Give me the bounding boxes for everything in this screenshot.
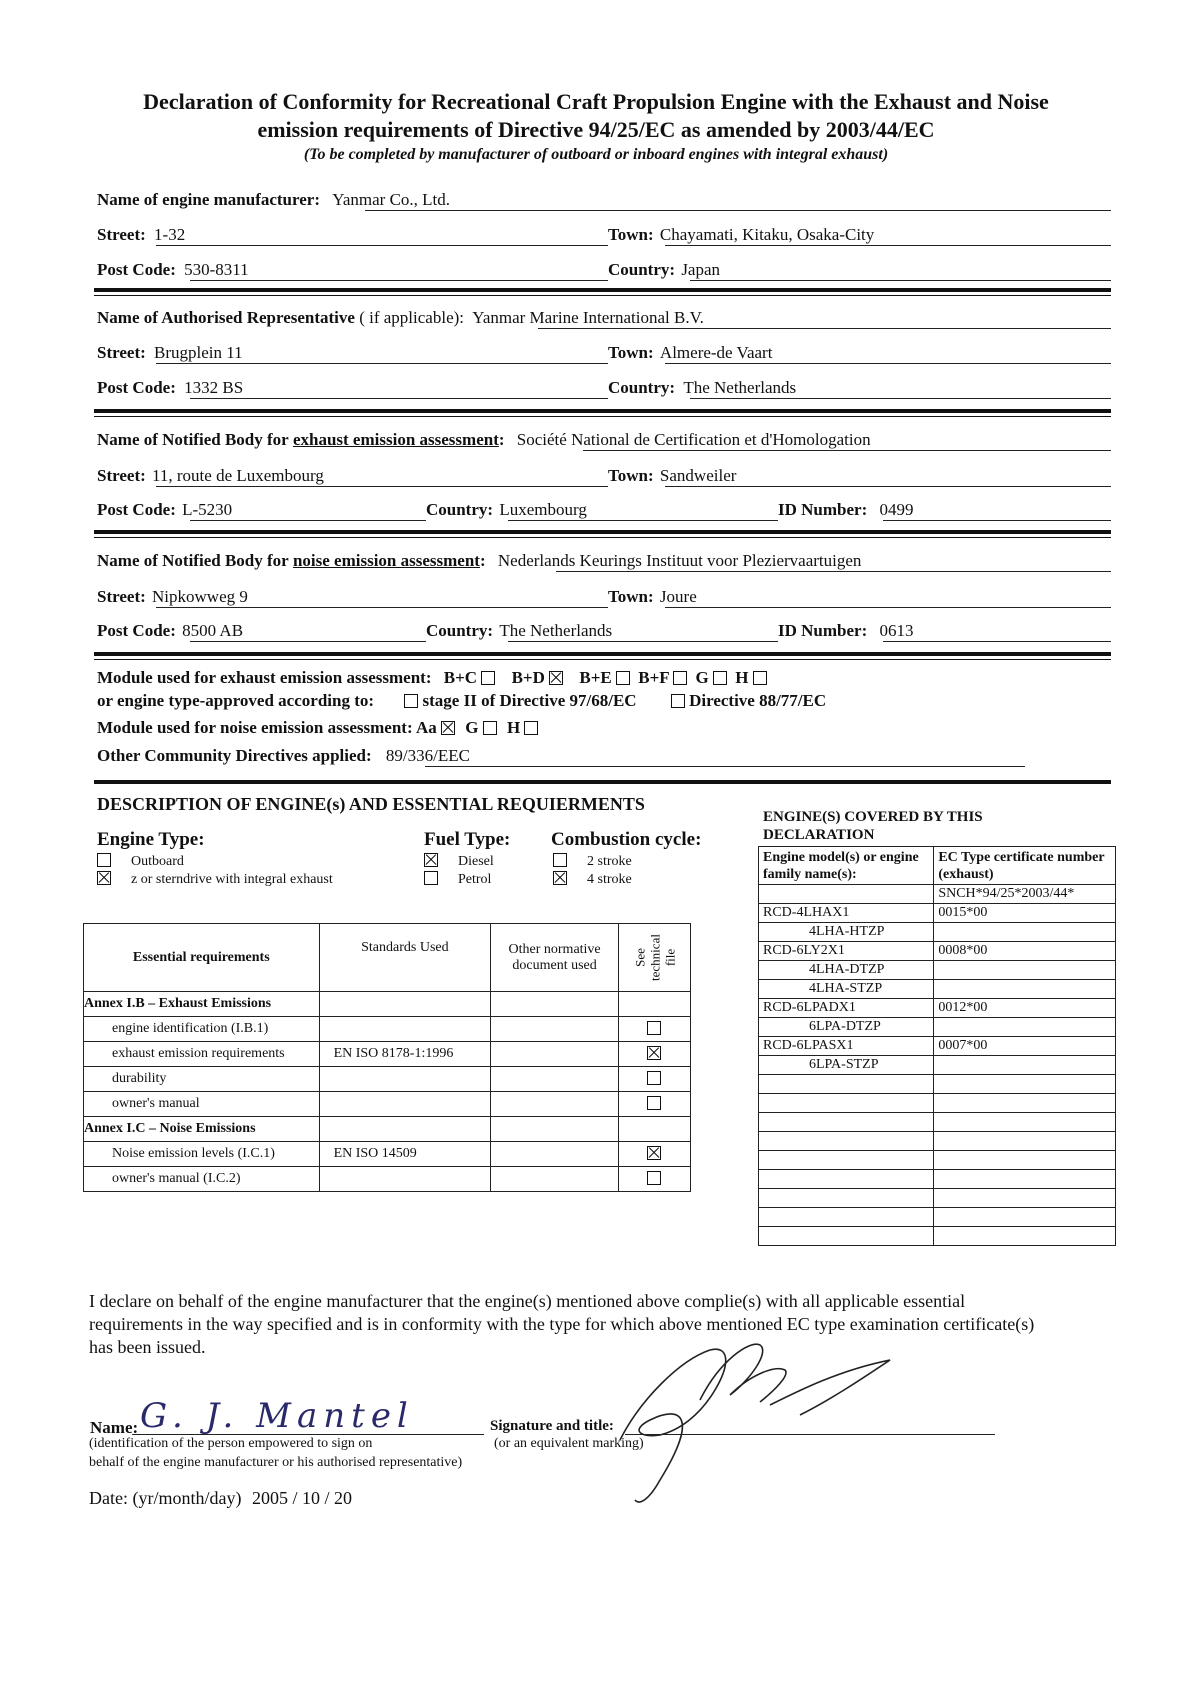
representative-postcode-value: 1332 BS (184, 378, 244, 397)
exhaust-module-row (97, 668, 767, 688)
requirements-header-row (84, 924, 691, 992)
exhaust-body-street-row (97, 466, 324, 486)
section-divider (94, 780, 1111, 784)
cert-prefix-row (759, 885, 1116, 904)
exhaust-option-bd-checkbox[interactable] (549, 671, 563, 685)
exhaust-option-bc-label: B+C (443, 668, 478, 687)
requirement-item: Noise emission levels (I.C.1) (84, 1142, 320, 1167)
manufacturer-name-value: Yanmar Co., Ltd. (332, 190, 451, 209)
manufacturer-town-value: Chayamati, Kitaku, Osaka-City (659, 225, 875, 244)
table-row (759, 904, 1116, 923)
other-directives-row (97, 746, 470, 766)
table-row (759, 942, 1116, 961)
handwritten-name: G. J. Mantel (140, 1396, 414, 1436)
exhaust-body-name-row (97, 430, 871, 450)
engine-type-sterndrive-label: z or sterndrive with integral exhaust (131, 872, 333, 887)
exhaust-body-country-row (426, 500, 587, 520)
exhaust-option-bf[interactable] (638, 668, 687, 687)
engine-type-outboard[interactable] (97, 853, 184, 870)
table-row (759, 1132, 1116, 1151)
combustion-4stroke-label: 4 stroke (587, 872, 632, 887)
fuel-type-petrol-checkbox[interactable] (424, 871, 438, 885)
exhaust-option-bc[interactable] (444, 668, 496, 687)
exhaust-option-h[interactable] (735, 668, 766, 687)
engine-cert (934, 1056, 1116, 1075)
requirement-standard (319, 1092, 491, 1117)
requirement-standard (319, 1167, 491, 1192)
manufacturer-town-label: Town: (608, 225, 654, 244)
exhaust-body-label-colon: : (498, 430, 505, 449)
table-row (84, 1092, 691, 1117)
exhaust-option-bd-label: B+D (511, 668, 545, 687)
exhaust-body-id-row (778, 500, 914, 520)
engine-cert: 0007*00 (934, 1037, 1116, 1056)
manufacturer-postcode-value: 530-8311 (184, 260, 249, 279)
representative-postcode-label: Post Code: (97, 378, 176, 397)
noise-body-street-value: Nipkowweg 9 (152, 587, 248, 606)
requirement-checkbox[interactable] (647, 1071, 661, 1085)
table-row (759, 1170, 1116, 1189)
col-essential-requirements: Essential requirements (84, 924, 320, 992)
exhaust-body-town-value: Sandweiler (659, 466, 737, 485)
engine-model: 4LHA-STZP (759, 980, 934, 999)
engine-model: 4LHA-DTZP (759, 961, 934, 980)
combustion-2stroke-checkbox[interactable] (553, 853, 567, 867)
requirement-standard (319, 1017, 491, 1042)
table-row (84, 1017, 691, 1042)
page-subtitle: (To be completed by manufacturer of outboard or inboard engines with integral exhaust) (303, 146, 889, 163)
engine-type-sterndrive[interactable] (97, 871, 333, 888)
manufacturer-country-value: Japan (681, 260, 721, 279)
exhaust-option-g-label: G (695, 668, 709, 687)
name-note-line1: (identification of the person empowered to sign on (89, 1436, 373, 1451)
exhaust-body-street-value: 11, route de Luxembourg (152, 466, 324, 485)
engine-type-label: Engine Type: (97, 829, 205, 850)
col-ec-certificate: EC Type certificate number (exhaust) (934, 847, 1116, 885)
date-row (89, 1488, 352, 1509)
noise-body-postcode-value: 8500 AB (182, 621, 244, 640)
exhaust-body-town-label: Town: (608, 466, 654, 485)
noise-body-country-value: The Netherlands (499, 621, 613, 640)
declaration-text: I declare on behalf of the engine manufacturer that the engine(s) mentioned above complie(s) with all applicable essential requirements in the way specified and is in conformity with the type for which above mentioned EC type examination certificate(s) has been issued. (89, 1291, 1035, 1357)
col-see-technical-file (618, 924, 690, 992)
table-row (759, 1227, 1116, 1246)
annex-ic-label: Annex I.C – Noise Emissions (84, 1117, 320, 1142)
representative-name-note: ( if applicable): (359, 308, 464, 327)
manufacturer-postcode-label: Post Code: (97, 260, 176, 279)
signature-label: Signature and title: (490, 1418, 614, 1434)
noise-body-country-label: Country: (426, 621, 494, 640)
requirement-standard: EN ISO 14509 (319, 1142, 491, 1167)
table-row (759, 961, 1116, 980)
manufacturer-street-row (97, 225, 185, 245)
directive88-label: Directive 88/77/EC (689, 691, 827, 710)
exhaust-body-label-prefix: Name of Notified Body for (97, 430, 289, 449)
manufacturer-country-row (608, 260, 720, 280)
signature-mark (600, 1320, 930, 1510)
noise-option-h[interactable] (507, 718, 538, 737)
exhaust-body-name-value: Société National de Certification et d'Homologation (516, 430, 871, 449)
other-directives-label: Other Community Directives applied: (97, 746, 372, 765)
requirement-item: owner's manual (84, 1092, 320, 1117)
engines-header-row (759, 847, 1116, 885)
section-divider (94, 652, 1111, 656)
table-row (759, 1113, 1116, 1132)
exhaust-option-bc-checkbox[interactable] (481, 671, 495, 685)
exhaust-body-country-value: Luxembourg (499, 500, 587, 519)
engine-model: RCD-6LPASX1 (759, 1037, 934, 1056)
noise-body-town-label: Town: (608, 587, 654, 606)
exhaust-module-label: Module used for exhaust emission assessment: (97, 668, 432, 687)
noise-option-h-checkbox[interactable] (524, 721, 538, 735)
engine-type-outboard-checkbox[interactable] (97, 853, 111, 867)
exhaust-body-street-label: Street: (97, 466, 146, 485)
exhaust-option-g-checkbox[interactable] (713, 671, 727, 685)
engine-model: RCD-6LY2X1 (759, 942, 934, 961)
requirement-checkbox[interactable] (647, 1146, 661, 1160)
combustion-4stroke[interactable] (553, 871, 632, 888)
manufacturer-street-label: Street: (97, 225, 146, 244)
combustion-label: Combustion cycle: (551, 829, 702, 850)
col-standards-used: Standards Used (319, 924, 491, 992)
exhaust-option-be[interactable] (579, 668, 630, 687)
exhaust-option-h-label: H (735, 668, 749, 687)
engine-type-outboard-label: Outboard (131, 854, 184, 869)
section-divider (94, 288, 1111, 292)
noise-option-aa-label: Aa (415, 718, 437, 737)
exhaust-option-be-label: B+E (579, 668, 612, 687)
exhaust-body-country-label: Country: (426, 500, 494, 519)
fuel-type-petrol[interactable] (424, 871, 491, 888)
noise-body-label-colon: : (479, 551, 486, 570)
other-directives-value: 89/336/EEC (385, 746, 470, 765)
stage2-checkbox[interactable] (404, 694, 418, 708)
noise-body-street-label: Street: (97, 587, 146, 606)
exhaust-option-be-checkbox[interactable] (616, 671, 630, 685)
representative-country-row (608, 378, 796, 398)
requirement-item: engine identification (I.B.1) (84, 1017, 320, 1042)
exhaust-body-town-row (608, 466, 736, 486)
page-title-line2: emission requirements of Directive 94/25/EC as amended by 2003/44/EC (257, 117, 935, 142)
table-row (84, 1067, 691, 1092)
stage2-label: stage II of Directive 97/68/EC (422, 691, 637, 710)
engine-cert (934, 923, 1116, 942)
table-row (759, 1056, 1116, 1075)
representative-town-label: Town: (608, 343, 654, 362)
date-label: Date: (yr/month/day) (89, 1488, 242, 1508)
col-see-technical-file-text: See technical file (632, 934, 678, 981)
date-value: 2005 / 10 / 20 (251, 1488, 352, 1508)
table-row (84, 1142, 691, 1167)
representative-country-value: The Netherlands (683, 378, 797, 397)
section-divider (94, 530, 1111, 534)
table-row (759, 999, 1116, 1018)
representative-street-value: Brugplein 11 (154, 343, 243, 362)
fuel-type-diesel-checkbox[interactable] (424, 853, 438, 867)
engine-type-sterndrive-checkbox[interactable] (97, 871, 111, 885)
col-engine-model: Engine model(s) or engine family name(s): (759, 847, 934, 885)
exhaust-option-h-checkbox[interactable] (753, 671, 767, 685)
requirements-table (83, 923, 691, 1192)
manufacturer-town-row (608, 225, 874, 245)
name-note-line2: behalf of the engine manufacturer or his authorised representative) (89, 1455, 463, 1470)
noise-option-h-label: H (506, 718, 521, 737)
manufacturer-name-label: Name of engine manufacturer: (97, 190, 321, 209)
exhaust-body-postcode-label: Post Code: (97, 500, 176, 519)
engine-cert: 0015*00 (934, 904, 1116, 923)
engine-cert (934, 961, 1116, 980)
directive88-checkbox[interactable] (671, 694, 685, 708)
annex-ib-label: Annex I.B – Exhaust Emissions (84, 992, 320, 1017)
fuel-type-diesel-label: Diesel (458, 854, 494, 869)
table-row (759, 1075, 1116, 1094)
table-row (759, 1189, 1116, 1208)
section-divider (94, 409, 1111, 413)
representative-town-row (608, 343, 772, 363)
noise-module-label: Module used for noise emission assessment: (97, 718, 413, 737)
table-row (759, 1208, 1116, 1227)
noise-option-g-label: G (465, 718, 479, 737)
name-label: Name: (90, 1418, 139, 1437)
requirement-checkbox[interactable] (647, 1046, 661, 1060)
noise-option-aa[interactable] (416, 718, 455, 737)
noise-body-id-row (778, 621, 914, 641)
engine-cert: 0008*00 (934, 942, 1116, 961)
cert-prefix: SNCH*94/25*2003/44* (934, 885, 1116, 904)
representative-postcode-row (97, 378, 243, 398)
representative-country-label: Country: (608, 378, 676, 397)
manufacturer-country-label: Country: (608, 260, 676, 279)
exhaust-option-bf-label: B+F (638, 668, 670, 687)
noise-option-aa-checkbox[interactable] (441, 721, 455, 735)
type-approved-label: or engine type-approved according to: (97, 691, 375, 710)
representative-street-row (97, 343, 243, 363)
exhaust-body-postcode-value: L-5230 (182, 500, 233, 519)
noise-body-name-value: Nederlands Keurings Instituut voor Pleziervaartuigen (497, 551, 862, 570)
noise-module-row (97, 718, 538, 738)
table-row (759, 923, 1116, 942)
noise-body-name-row (97, 551, 861, 571)
representative-name-label: Name of Authorised Representative (97, 308, 355, 327)
manufacturer-postcode-row (97, 260, 249, 280)
fuel-type-label: Fuel Type: (424, 829, 511, 850)
table-row (759, 1094, 1116, 1113)
representative-name-row (97, 308, 704, 328)
table-row (84, 1042, 691, 1067)
noise-body-id-value: 0613 (879, 621, 914, 640)
engines-heading: ENGINE(S) COVERED BY THIS DECLARATION (763, 809, 983, 843)
requirement-item: durability (84, 1067, 320, 1092)
table-row (84, 1167, 691, 1192)
requirement-standard (319, 1067, 491, 1092)
col-other-normative: Other normative document used (491, 924, 619, 992)
engine-cert (934, 1018, 1116, 1037)
engine-cert: 0012*00 (934, 999, 1116, 1018)
engine-model: RCD-4LHAX1 (759, 904, 934, 923)
engine-model: RCD-6LPADX1 (759, 999, 934, 1018)
noise-body-label-topic: noise emission assessment (292, 551, 480, 570)
page-title: Declaration of Conformity for Recreational Craft Propulsion Engine with the Exhaust and Noise (143, 89, 1049, 114)
annex-ib-row (84, 992, 691, 1017)
requirement-checkbox[interactable] (647, 1171, 661, 1185)
fuel-type-diesel[interactable] (424, 853, 494, 870)
table-row (759, 980, 1116, 999)
combustion-2stroke-label: 2 stroke (587, 854, 632, 869)
noise-body-country-row (426, 621, 612, 641)
manufacturer-name-row (97, 190, 450, 210)
table-row (759, 1037, 1116, 1056)
exhaust-option-g[interactable] (696, 668, 727, 687)
requirement-checkbox[interactable] (647, 1021, 661, 1035)
exhaust-body-label-topic: exhaust emission assessment (292, 430, 499, 449)
requirement-item: exhaust emission requirements (84, 1042, 320, 1067)
engine-model: 6LPA-STZP (759, 1056, 934, 1075)
exhaust-body-id-label: ID Number: (778, 500, 868, 519)
noise-body-postcode-row (97, 621, 243, 641)
table-row (759, 1151, 1116, 1170)
annex-ic-row (84, 1117, 691, 1142)
combustion-4stroke-checkbox[interactable] (553, 871, 567, 885)
requirement-item: owner's manual (I.C.2) (84, 1167, 320, 1192)
exhaust-body-postcode-row (97, 500, 232, 520)
exhaust-body-id-value: 0499 (879, 500, 914, 519)
representative-name-value: Yanmar Marine International B.V. (472, 308, 704, 327)
requirement-standard: EN ISO 8178-1:1996 (319, 1042, 491, 1067)
representative-street-label: Street: (97, 343, 146, 362)
noise-body-label-prefix: Name of Notified Body for (97, 551, 289, 570)
table-row (759, 1018, 1116, 1037)
engine-model: 6LPA-DTZP (759, 1018, 934, 1037)
fuel-type-petrol-label: Petrol (458, 872, 492, 887)
manufacturer-street-value: 1-32 (154, 225, 186, 244)
requirement-checkbox[interactable] (647, 1096, 661, 1110)
noise-body-street-row (97, 587, 248, 607)
exhaust-option-bf-checkbox[interactable] (673, 671, 687, 685)
engines-table (758, 846, 1116, 1246)
noise-body-id-label: ID Number: (778, 621, 868, 640)
noise-option-g[interactable] (465, 718, 496, 737)
engine-cert (934, 980, 1116, 999)
exhaust-option-bd[interactable] (512, 668, 564, 687)
noise-body-town-row (608, 587, 697, 607)
noise-body-postcode-label: Post Code: (97, 621, 176, 640)
signature-note: (or an equivalent marking) (494, 1436, 644, 1451)
noise-body-town-value: Joure (659, 587, 697, 606)
combustion-2stroke[interactable] (553, 853, 632, 870)
representative-town-value: Almere-de Vaart (659, 343, 773, 362)
description-heading: DESCRIPTION OF ENGINE(s) AND ESSENTIAL REQUIERMENTS (97, 794, 645, 814)
type-approved-row (97, 691, 826, 711)
engine-model: 4LHA-HTZP (759, 923, 934, 942)
noise-option-g-checkbox[interactable] (483, 721, 497, 735)
